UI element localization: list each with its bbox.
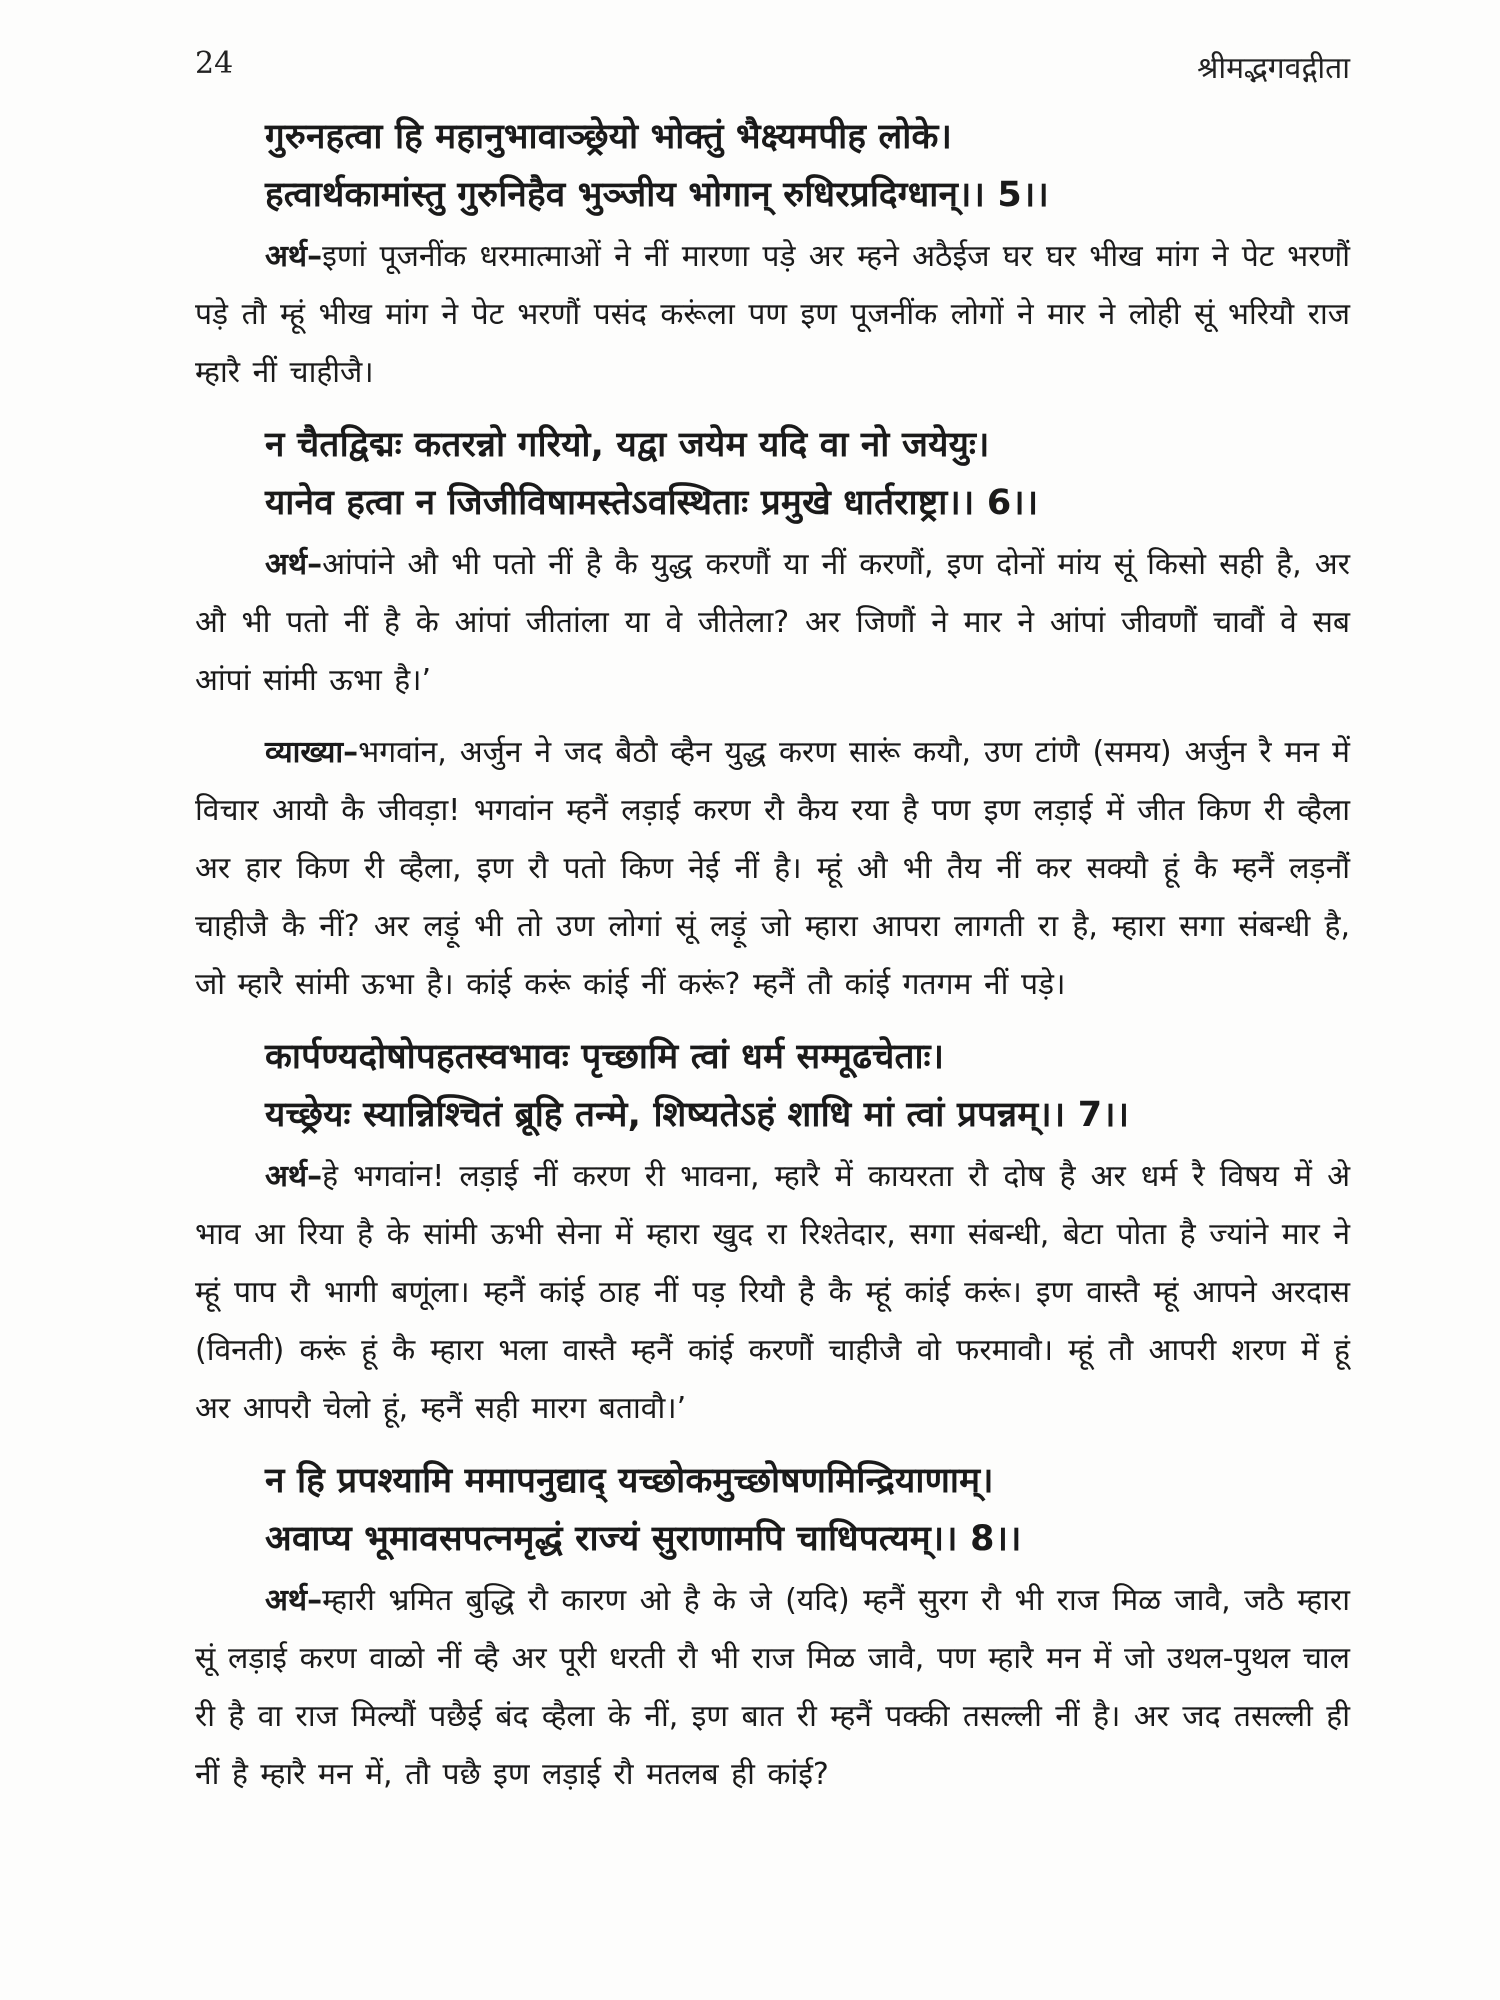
page-header [195,46,1350,90]
commentary-text: भगवांन, अर्जुन ने जद बैठौ व्हैन युद्ध करण सारूं कयौ, उण टांणै (समय) अर्जुन रै मन में विचार आयौ कै जीवड़ा! भगवांन म्हनैं लड़ाई करण रौ कैय रया है पण इण लड़ाई में जीत किण री व्हैला अर हार किण री व्हैला, इण रौ पतो किण नेई नीं है। म्हूं औ भी तैय नीं कर सक्यौ हूं कै म्हनैं लड़नौं चाहीजै कै नीं? अर लड़ूं भी तो उण लोगां सूं लड़ूं जो म्हारा आपरा लागती रा है, म्हारा सगा संबन्धी है, जो म्हारै सांमी ऊभा है। कांई करूं कांई नीं करूं? म्हनैं तौ कांई गतगम नीं पड़े। [195,735,1350,1002]
commentary-paragraph [195,724,1350,1014]
shloka-line: यानेव हत्वा न जिजीविषामस्तेऽवस्थिताः प्रमुखे धार्तराष्ट्रा।। 6।। [265,483,1039,523]
meaning-text: इणां पूजनींक धरमात्माओं ने नीं मारणा पड़े अर म्हने अठैईज घर घर भीख मांग ने पेट भरणौं पड़े तौ म्हूं भीख मांग ने पेट भरणौं पसंद करूंला पण इण पूजनींक लोगों ने मार ने लोही सूं भरियौ राज म्हारै नीं चाहीजै। [195,239,1350,390]
page-body [195,108,1350,1818]
shloka-line: न हि प्रपश्यामि ममापनुद्याद् यच्छोकमुच्छोषणमिन्द्रियाणाम्। [265,1461,994,1501]
meaning-text: आंपांने औ भी पतो नीं है कै युद्ध करणौं या नीं करणौं, इण दोनों मांय सूं किसो सही है, अर औ भी पतो नीं है के आंपां जीतांला या वे जीतेला? अर जिणौं ने मार ने आंपां जीवणौं चावौं वे सब आंपां सांमी ऊभा है।’ [195,547,1350,698]
shloka-line: गुरुनहत्वा हि महानुभावाञ्छ्रेयो भोक्तुं भैक्ष्यमपीह लोके। [265,117,953,157]
meaning-paragraph [195,1148,1350,1438]
meaning-label: अर्थ– [265,547,323,582]
shloka-line: कार्पण्यदोषोपहतस्वभावः पृच्छामि त्वां धर्म सम्मूढचेताः। [265,1037,945,1077]
shloka-7 [195,1028,1350,1144]
shloka-6 [195,416,1350,532]
meaning-paragraph [195,228,1350,402]
shloka-5 [195,108,1350,224]
meaning-paragraph [195,536,1350,710]
shloka-8 [195,1452,1350,1568]
shloka-line: अवाप्य भूमावसपत्नमृद्धं राज्यं सुराणामपि चाधिपत्यम्।। 8।। [265,1519,1022,1559]
commentary-label: व्याख्या– [265,735,359,770]
page-number: 24 [195,46,234,81]
meaning-text: हे भगवांन! लड़ाई नीं करण री भावना, म्हारै में कायरता रौ दोष है अर धर्म रै विषय में अे भाव आ रिया है के सांमी ऊभी सेना में म्हारा खुद रा रिश्तेदार, सगा संबन्धी, बेटा पोता है ज्यांने मार ने म्हूं पाप रौ भागी बणूंला। म्हनैं कांई ठाह नीं पड़ रियौ है कै म्हूं कांई करूं। इण वास्तै म्हूं आपने अरदास (विनती) करूं हूं कै म्हारा भला वास्तै म्हनैं कांई करणौं चाहीजै वो फरमावौ। म्हूं तौ आपरी शरण में हूं अर आपरौ चेलो हूं, म्हनैं सही मारग बतावौ।’ [195,1159,1350,1426]
running-title: श्रीमद्भगवद्गीता [1197,51,1350,86]
meaning-label: अर्थ– [265,1159,323,1194]
meaning-text: म्हारी भ्रमित बुद्धि रौ कारण ओ है के जे (यदि) म्हनैं सुरग रौ भी राज मिळ जावै, जठै म्हारा सूं लड़ाई करण वाळो नीं व्है अर पूरी धरती रौ भी राज मिळ जावै, पण म्हारै मन में जो उथल-पुथल चाल री है वा राज मिल्यौं पछैई बंद व्हैला के नीं, इण बात री म्हनैं पक्की तसल्ली नीं है। अर जद तसल्ली ही नीं है म्हारै मन में, तौ पछै इण लड़ाई रौ मतलब ही कांई? [195,1583,1350,1792]
meaning-label: अर्थ– [265,1583,323,1618]
shloka-line: यच्छ्रेयः स्यान्निश्चितं ब्रूहि तन्मे, शिष्यतेऽहं शाधि मां त्वां प्रपन्नम्।। 7।। [265,1095,1130,1135]
shloka-line: न चैतद्विद्मः कतरन्नो गरियो, यद्वा जयेम यदि वा नो जयेयुः। [265,425,990,465]
shloka-line: हत्वार्थकामांस्तु गुरुनिहैव भुञ्जीय भोगान् रुधिरप्रदिग्धान्।। 5।। [265,175,1049,215]
meaning-label: अर्थ– [265,239,323,274]
meaning-paragraph [195,1572,1350,1804]
